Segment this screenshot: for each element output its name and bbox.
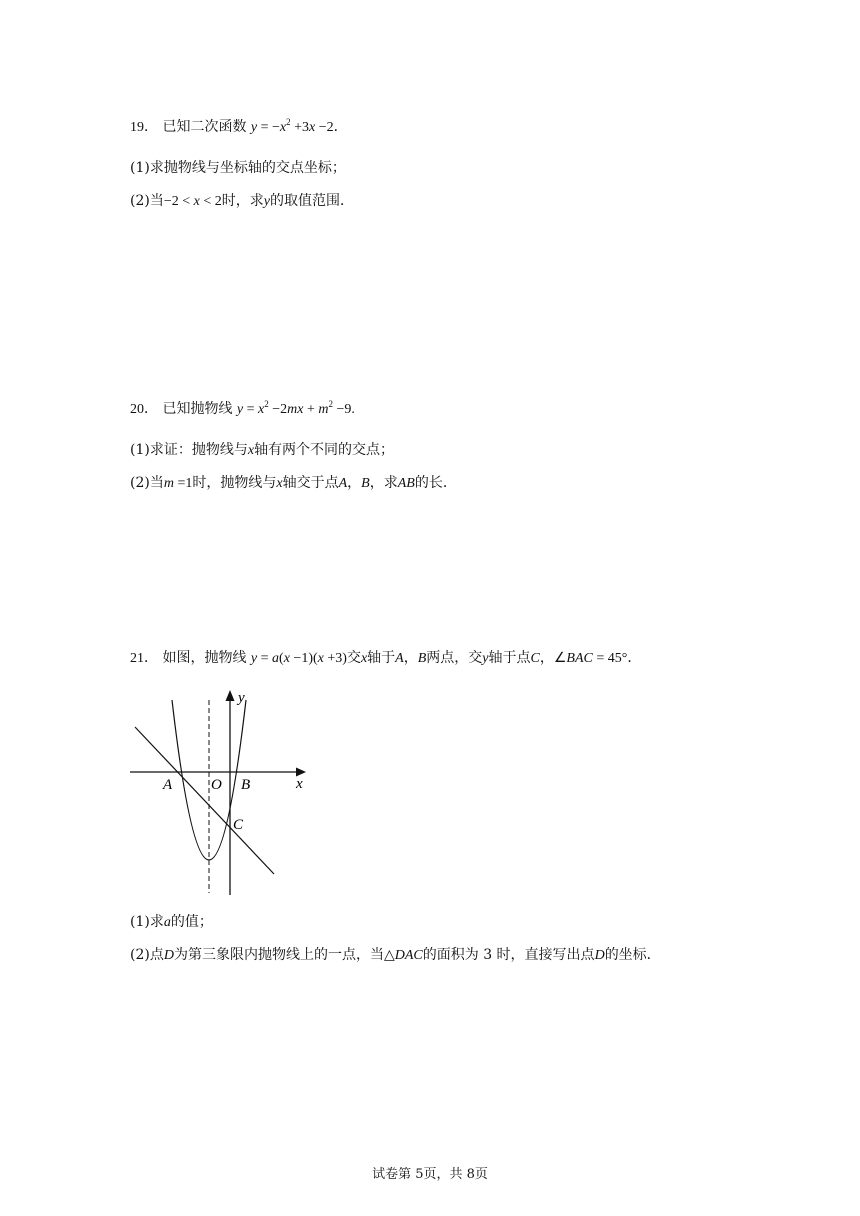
q19-formula-end: ． [333,119,348,135]
q21-stem [130,649,641,668]
q20-part1-post: 轴有两个不同的交点； [254,442,395,458]
q19-intro: 已知二次函数 [162,119,247,135]
q20-part2-eq: =1 [173,476,193,491]
label-x: x [296,776,303,792]
q21-sep2: ， [539,650,554,666]
q20-stem [130,400,355,419]
q21-mid4: 轴于点 [488,650,531,666]
q20-f-mx: mx [287,402,304,417]
page-footer: 试卷第 5页，共 8页 [372,1167,488,1182]
q20-part2-post: 的长． [414,475,457,491]
q21-part2-post: 的坐标． [604,947,661,963]
q19-part2-ineq-a: −2 < [163,194,194,209]
q20-part2-m: m [163,476,174,491]
q20-number: 20． [130,402,158,417]
q20-part2-A: A [338,476,348,491]
q20-part2-mid: 时，抛物线与 [192,475,277,491]
q19-number: 19． [130,120,158,135]
q21-intro: 如图，抛物线 [162,650,247,666]
q19-part2-var: y [263,194,270,209]
q20-part2-pre: (2)当 [130,475,164,491]
q21-f-p2b: +3) [323,651,347,666]
q21-angle-name: BAC [566,651,593,666]
q21-angle-val: = 45° [592,651,628,666]
q21-part2-DAC: DAC [394,948,423,963]
q21-number: 21． [130,651,158,666]
q19-formula-x: x [279,120,287,135]
q20-f-eq: = [243,402,259,417]
q21-mid3: 两点，交 [426,650,483,666]
q19-formula-eq: = − [257,120,280,135]
q21-part1-pre: (1)求 [130,914,164,930]
q21-angle-sym: ∠ [553,651,567,666]
q21-part1 [130,913,213,932]
q21-part2-D: D [163,948,174,963]
q20-part2-x: x [276,476,283,491]
label-O: O [211,777,222,793]
q21-var-y: y [482,651,489,666]
q21-part2 [130,946,661,965]
q19-part1: (1)求抛物线与坐标轴的交点坐标； [130,160,346,176]
q19-part2-post: 的取值范围． [269,193,354,209]
q20-part2-B: B [361,476,370,491]
y-axis-arrow [226,690,235,701]
q21-A: A [395,651,404,666]
q19-stem [130,118,348,137]
q19-formula-exp: 2 [286,117,291,127]
q21-f-x2: x [317,651,324,666]
label-A: A [163,777,173,793]
q20-f-y: y [236,402,244,417]
q19-part2-pre: (2)当 [130,193,164,209]
q20-f-minus: −2 [268,402,288,417]
q20-part1 [130,441,394,460]
q21-mid1: 交 [346,650,361,666]
q20-part2-mid3: ，求 [369,475,398,491]
q21-f-x1: x [283,651,290,666]
q19-part2-ineq-b: < 2 [199,194,222,209]
label-B: B [241,777,251,793]
q20-part1-var: x [247,443,255,458]
q20-f-tail: −9. [333,402,355,417]
q21-B: B [417,651,427,666]
q21-sep: ， [403,650,418,666]
q21-part1-a: a [163,915,171,930]
q20-intro: 已知抛物线 [162,401,233,417]
q20-f-m: m [318,402,329,417]
q19-part2-ineq-x: x [193,194,200,209]
q19-part2-mid: 时，求 [221,193,264,209]
label-y: y [238,690,245,706]
q19-formula-rest1: +3 [290,120,310,135]
line-ac [135,727,274,874]
q21-end: ． [627,650,642,666]
q21-f-y: y [250,651,258,666]
q21-C: C [530,651,540,666]
q21-part2-mid: 为第三象限内抛物线上的一点，当 [173,947,384,963]
q21-f-eq: = [257,651,273,666]
q20-part1-pre: (1)求证：抛物线与 [130,442,248,458]
q21-figure [128,685,313,897]
q19-formula-rest2: −2 [315,120,334,135]
q19-part2 [130,192,354,211]
q21-mid2: 轴于 [367,650,396,666]
q21-f-p1: ( [279,651,284,666]
q19-formula-y: y [250,120,258,135]
q19-formula-x2: x [309,120,316,135]
q21-part2-pre: (2)点 [130,947,164,963]
q21-f-p1b: −1)( [289,651,318,666]
q20-f-plus: + [303,402,319,417]
q21-part2-tri: △ [383,948,395,963]
q20-part2-AB: AB [397,476,415,491]
q21-part1-post: 的值； [170,914,213,930]
q20-part2-sep: ， [347,475,362,491]
q21-part2-D2: D [594,948,605,963]
q21-f-a: a [272,651,280,666]
q21-part2-mid2: 的面积为 3 时，直接写出点 [422,947,595,963]
q20-f-x: x [258,402,265,417]
label-C: C [233,817,244,833]
q20-f-exp: 2 [264,399,269,409]
q20-part2 [130,474,457,493]
q20-f-exp2: 2 [328,399,334,409]
q21-var-x: x [360,651,368,666]
q20-part2-mid2: 轴交于点 [282,475,339,491]
